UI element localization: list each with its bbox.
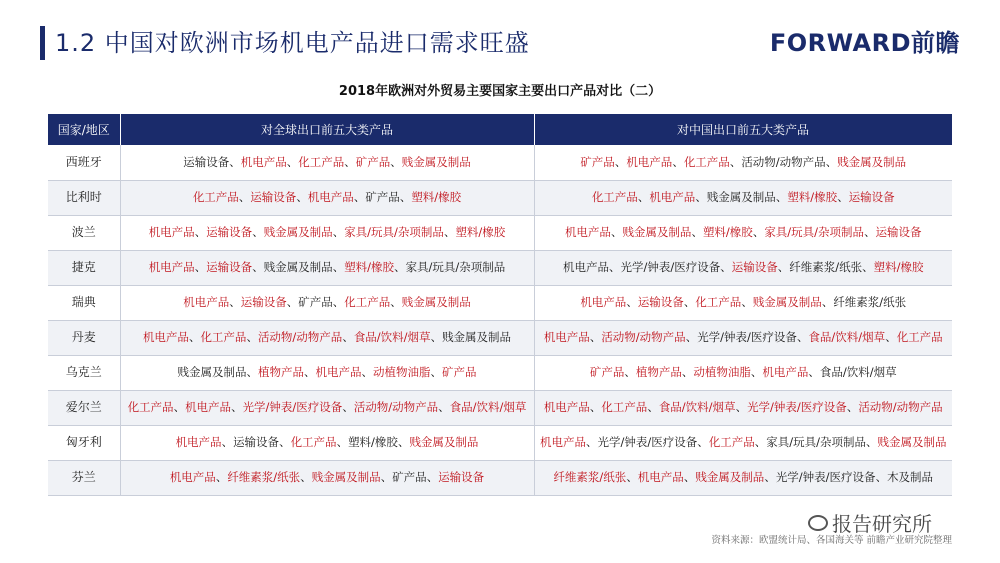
product-item: 化工产品 [601, 400, 648, 414]
product-item: 机电产品 [649, 190, 696, 204]
country-cell: 爱尔兰 [48, 390, 120, 425]
wechat-icon [808, 515, 828, 531]
product-item: 化工产品 [708, 435, 755, 449]
separator: 、 [300, 470, 312, 484]
product-item: 化工产品 [683, 154, 730, 169]
separator: 、 [720, 260, 732, 274]
separator: 、 [862, 260, 874, 274]
china-products-cell [534, 145, 952, 180]
product-item: 化工产品 [127, 400, 174, 414]
product-item: 矿产品 [580, 154, 615, 169]
table-row [48, 285, 952, 320]
product-item: 木及制品 [887, 470, 934, 484]
product-item: 机电产品 [543, 330, 590, 344]
separator: 、 [626, 295, 638, 309]
separator: 、 [586, 435, 598, 449]
separator: 、 [681, 365, 694, 379]
separator: 、 [875, 470, 888, 484]
column-header-country: 国家/地区 [48, 114, 120, 145]
product-item: 塑料/橡胶 [702, 225, 753, 239]
separator: 、 [777, 260, 790, 274]
product-item: 运输设备 [637, 295, 684, 309]
table-row [48, 355, 952, 390]
separator: 、 [695, 190, 707, 204]
separator: 、 [188, 330, 201, 344]
separator: 、 [332, 260, 345, 274]
product-item: 机电产品 [563, 260, 609, 274]
separator: 、 [754, 435, 767, 449]
product-item: 运输设备 [250, 190, 297, 204]
product-item: 动植物油脂 [693, 365, 751, 379]
separator: 、 [750, 365, 763, 379]
global-products-cell [120, 460, 534, 495]
product-item: 化工产品 [290, 435, 337, 449]
product-item: 化工产品 [896, 330, 943, 344]
product-item: 运输设备 [240, 295, 287, 309]
product-item: 机电产品 [637, 470, 684, 484]
global-products-cell [120, 180, 534, 215]
separator: 、 [647, 400, 659, 414]
product-item: 家具/玩具/杂项制品 [764, 225, 865, 239]
separator: 、 [394, 260, 406, 274]
separator: 、 [246, 365, 258, 379]
separator: 、 [390, 154, 402, 169]
product-item: 活动物/动物产品 [601, 330, 686, 344]
country-cell: 芬兰 [48, 460, 120, 495]
table-header-row [48, 114, 952, 145]
separator: 、 [238, 190, 251, 204]
product-item: 光学/钟表/医疗设备 [697, 330, 797, 344]
separator: 、 [775, 190, 788, 204]
product-item: 贱金属及制品 [409, 435, 479, 449]
separator: 、 [866, 435, 878, 449]
separator: 、 [173, 400, 186, 414]
table-row [48, 250, 952, 285]
separator: 、 [626, 470, 638, 484]
product-item: 食品/饮料/烟草 [449, 400, 527, 414]
separator: 、 [443, 225, 456, 239]
separator: 、 [304, 365, 316, 379]
country-cell: 匈牙利 [48, 425, 120, 460]
product-item: 机电产品 [175, 435, 222, 449]
separator: 、 [342, 330, 354, 344]
separator: 、 [246, 330, 258, 344]
product-item: 光学/钟表/医疗设备 [620, 260, 721, 274]
separator: 、 [624, 365, 636, 379]
export-comparison-table [48, 114, 953, 496]
product-item: 运输设备 [206, 225, 253, 239]
global-products-cell [120, 285, 534, 320]
separator: 、 [764, 470, 776, 484]
product-item: 贱金属及制品 [442, 330, 512, 344]
separator: 、 [390, 295, 402, 309]
product-item: 机电产品 [148, 260, 195, 274]
global-products-cell [120, 390, 534, 425]
product-item: 贱金属及制品 [177, 365, 247, 379]
china-products-cell [534, 460, 952, 495]
title-accent-bar [40, 26, 45, 60]
separator: 、 [685, 330, 698, 344]
product-item: 贱金属及制品 [695, 470, 765, 484]
separator: 、 [229, 295, 241, 309]
product-item: 植物产品 [258, 365, 304, 379]
column-header-global: 对全球出口前五大类产品 [120, 114, 534, 145]
country-cell: 比利时 [48, 180, 120, 215]
global-products-cell [120, 320, 534, 355]
product-item: 纤维素浆/纸张 [789, 260, 863, 274]
product-item: 运输设备 [183, 154, 230, 169]
separator: 、 [614, 154, 627, 169]
separator: 、 [672, 154, 684, 169]
product-item: 光学/钟表/医疗设备 [242, 400, 343, 414]
product-item: 运输设备 [875, 225, 922, 239]
page-title: 1.2 中国对欧洲市场机电产品进口需求旺盛 [55, 29, 530, 57]
table-row [48, 145, 952, 180]
product-item: 动植物油脂 [373, 365, 431, 379]
separator: 、 [438, 400, 450, 414]
product-item: 机电产品 [564, 225, 611, 239]
product-item: 机电产品 [762, 365, 809, 379]
separator: 、 [610, 225, 623, 239]
column-header-china: 对中国出口前五大类产品 [534, 114, 952, 145]
product-item: 贱金属及制品 [263, 225, 333, 239]
product-item: 塑料/橡胶 [411, 190, 462, 204]
separator: 、 [286, 154, 299, 169]
product-item: 贱金属及制品 [311, 470, 381, 484]
product-item: 机电产品 [185, 400, 232, 414]
product-item: 矿产品 [589, 365, 625, 379]
table-row [48, 180, 952, 215]
product-item: 运输设备 [206, 260, 253, 274]
separator: 、 [231, 400, 243, 414]
country-cell: 丹麦 [48, 320, 120, 355]
separator: 、 [332, 295, 345, 309]
separator: 、 [397, 435, 410, 449]
separator: 、 [229, 154, 241, 169]
china-products-cell [534, 320, 952, 355]
product-item: 家具/玩具/杂项制品 [344, 225, 444, 239]
separator: 、 [380, 470, 393, 484]
product-item: 光学/钟表/医疗设备 [597, 435, 698, 449]
separator: 、 [332, 225, 345, 239]
country-cell: 西班牙 [48, 145, 120, 180]
product-item: 机电产品 [142, 330, 189, 344]
watermark-text: 报告研究所 [832, 512, 932, 536]
product-item: 塑料/橡胶 [873, 260, 924, 274]
product-item: 机电产品 [626, 154, 673, 169]
global-products-cell [120, 425, 534, 460]
table-row [48, 460, 952, 495]
china-products-cell [534, 250, 952, 285]
china-products-cell [534, 425, 952, 460]
product-item: 塑料/橡胶 [348, 435, 398, 449]
separator: 、 [637, 190, 650, 204]
product-item: 活动物/动物产品 [858, 400, 943, 414]
separator: 、 [609, 260, 621, 274]
separator: 、 [808, 365, 820, 379]
global-products-cell [120, 145, 534, 180]
global-products-cell [120, 215, 534, 250]
separator: 、 [589, 330, 602, 344]
product-item: 化工产品 [344, 295, 391, 309]
table-row [48, 390, 952, 425]
separator: 、 [430, 365, 442, 379]
product-item: 贱金属及制品 [837, 154, 907, 169]
separator: 、 [353, 190, 366, 204]
separator: 、 [821, 295, 834, 309]
separator: 、 [691, 225, 703, 239]
separator: 、 [252, 225, 264, 239]
separator: 、 [399, 190, 412, 204]
product-item: 家具/玩具/杂项制品 [405, 260, 506, 274]
product-item: 化工产品 [695, 295, 742, 309]
product-item: 贱金属及制品 [263, 260, 333, 274]
product-item: 纤维素浆/纸张 [833, 295, 907, 309]
global-products-cell [120, 355, 534, 390]
separator: 、 [729, 154, 742, 169]
product-item: 光学/钟表/医疗设备 [747, 400, 847, 414]
product-item: 矿产品 [392, 470, 427, 484]
product-item: 矿产品 [355, 154, 391, 169]
country-cell: 乌克兰 [48, 355, 120, 390]
separator: 、 [697, 435, 709, 449]
product-item: 纤维素浆/纸张 [553, 470, 627, 484]
separator: 、 [752, 225, 765, 239]
product-item: 矿产品 [298, 295, 333, 309]
separator: 、 [286, 295, 299, 309]
separator: 、 [296, 190, 308, 204]
product-item: 活动物/动物产品 [257, 330, 343, 344]
china-products-cell [534, 285, 952, 320]
separator: 、 [589, 400, 602, 414]
product-item: 机电产品 [540, 435, 586, 449]
separator: 、 [825, 154, 838, 169]
separator: 、 [194, 260, 207, 274]
brand-logo: FORWARD前瞻 [769, 29, 960, 57]
country-cell: 波兰 [48, 215, 120, 250]
separator: 、 [683, 470, 696, 484]
china-products-cell [534, 180, 952, 215]
product-item: 运输设备 [731, 260, 778, 274]
product-item: 食品/饮料/烟草 [353, 330, 431, 344]
table-row [48, 425, 952, 460]
product-item: 化工产品 [200, 330, 247, 344]
product-item: 食品/饮料/烟草 [808, 330, 886, 344]
product-item: 机电产品 [183, 295, 230, 309]
product-item: 塑料/橡胶 [344, 260, 395, 274]
product-item: 运输设备 [438, 470, 485, 484]
product-item: 光学/钟表/医疗设备 [775, 470, 876, 484]
product-item: 运输设备 [848, 190, 895, 204]
product-item: 化工产品 [591, 190, 638, 204]
product-item: 活动物/动物产品 [741, 154, 826, 169]
product-item: 食品/饮料/烟草 [658, 400, 736, 414]
table-row [48, 320, 952, 355]
separator: 、 [837, 190, 849, 204]
product-item: 食品/饮料/烟草 [819, 365, 897, 379]
separator: 、 [252, 260, 264, 274]
product-item: 贱金属及制品 [401, 295, 471, 309]
separator: 、 [796, 330, 809, 344]
product-item: 家具/玩具/杂项制品 [766, 435, 866, 449]
product-item: 矿产品 [365, 190, 400, 204]
china-products-cell [534, 215, 952, 250]
product-item: 塑料/橡胶 [787, 190, 838, 204]
product-item: 机电产品 [307, 190, 354, 204]
separator: 、 [279, 435, 291, 449]
global-products-cell [120, 250, 534, 285]
product-item: 机电产品 [543, 400, 590, 414]
separator: 、 [194, 225, 207, 239]
product-item: 贱金属及制品 [401, 154, 471, 169]
product-item: 贱金属及制品 [706, 190, 776, 204]
separator: 、 [741, 295, 753, 309]
china-products-cell [534, 355, 952, 390]
separator: 、 [864, 225, 876, 239]
product-item: 运输设备 [233, 435, 280, 449]
product-item: 贱金属及制品 [622, 225, 692, 239]
product-item: 贱金属及制品 [752, 295, 822, 309]
product-item: 塑料/橡胶 [455, 225, 506, 239]
separator: 、 [221, 435, 234, 449]
product-item: 贱金属及制品 [877, 435, 947, 449]
separator: 、 [885, 330, 897, 344]
product-item: 活动物/动物产品 [353, 400, 439, 414]
product-item: 机电产品 [148, 225, 195, 239]
country-cell: 捷克 [48, 250, 120, 285]
separator: 、 [344, 154, 356, 169]
separator: 、 [683, 295, 696, 309]
separator: 、 [215, 470, 228, 484]
separator: 、 [430, 330, 443, 344]
china-products-cell [534, 390, 952, 425]
product-item: 机电产品 [169, 470, 216, 484]
separator: 、 [735, 400, 748, 414]
source-note: 资料来源：欧盟统计局、各国海关等 前瞻产业研究院整理 [711, 535, 952, 546]
country-cell: 瑞典 [48, 285, 120, 320]
separator: 、 [426, 470, 439, 484]
product-item: 机电产品 [580, 295, 627, 309]
product-item: 纤维素浆/纸张 [227, 470, 301, 484]
table-row [48, 215, 952, 250]
separator: 、 [361, 365, 373, 379]
product-item: 机电产品 [240, 154, 287, 169]
product-item: 化工产品 [298, 154, 345, 169]
product-item: 植物产品 [635, 365, 682, 379]
separator: 、 [846, 400, 859, 414]
table-title: 2018年欧洲对外贸易主要国家主要出口产品对比（二） [338, 84, 662, 99]
product-item: 机电产品 [315, 365, 362, 379]
separator: 、 [336, 435, 349, 449]
product-item: 矿产品 [442, 365, 477, 379]
separator: 、 [342, 400, 354, 414]
product-item: 化工产品 [192, 190, 239, 204]
